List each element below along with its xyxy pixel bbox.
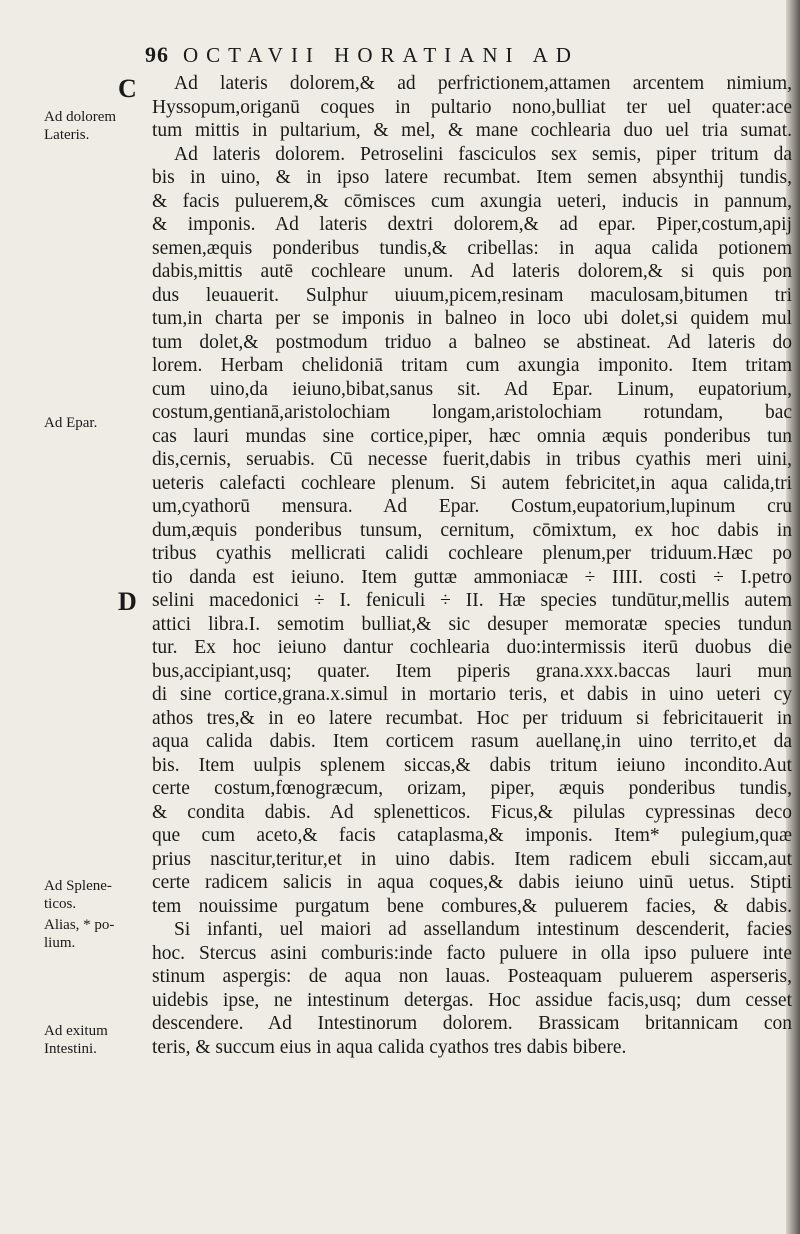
section-mark-c: C: [118, 74, 137, 103]
text-line: dum,æquis ponderibus tunsum, cernitum, cōmixtum, ex hoc dabis in: [152, 519, 792, 541]
section-mark-d: D: [118, 587, 137, 616]
text-line: teris, & succum eius in aqua calida cyathos tres dabis bibere.: [152, 1036, 627, 1058]
text-line: di sine cortice,grana.x.simul in mortario teris, et dabis in uino ueteri cy: [152, 684, 792, 705]
text-line: tio danda est ieiuno. Item guttæ ammoniacæ ÷ IIII. costi ÷ I.petro: [152, 566, 792, 588]
text-line: bis. Item uulpis splenem siccas,& dabis tritum ieiuno incondito.Aut: [152, 754, 792, 776]
margin-note-epar: [44, 414, 97, 432]
text-line: certe radicem salicis in aqua coques,& dabis ieiuno uinū uetus. Stipti: [152, 872, 792, 893]
text-line: dis,cernis, seruabis. Cū necesse fuerit,dabis in tribus cyathis meri uini,: [152, 449, 792, 470]
text-line: Hyssopum,origanū coques in pultario nono,bulliat ter uel quater:ace: [152, 96, 792, 118]
text-line: descendere. Ad Intestinorum dolorem. Brassicam britannicam con: [152, 1013, 792, 1034]
text-line: tum,in charta per se imponis in balneo in loco ubi dolet,si quidem mul: [152, 308, 792, 329]
margin-note-text: Ad exitum Intestini.: [44, 1023, 108, 1057]
text-line: athos tres,& in eo latere recumbat. Hoc per triduum si febricitauerit in: [152, 707, 792, 729]
text-line: attici libra.I. semotim bulliat,& sic desuper memoratæ species tundun: [152, 613, 792, 635]
text-line: lorem. Herbam chelidoniā tritam cum axungia imponito. Item tritam: [152, 355, 792, 376]
text-line: prius nascitur,teritur,et in uino dabis. Item radicem ebuli siccam,aut: [152, 848, 792, 870]
text-line: que cum aceto,& facis cataplasma,& imponis. Item* pulegium,quæ: [152, 825, 792, 846]
text-line: dabis,mittis autē cochleare unum. Ad lateris dolorem,& si quis pon: [152, 261, 792, 282]
text-line: & condita dabis. Ad splenetticos. Ficus,& pilulas cypressinas deco: [152, 801, 792, 823]
margin-note-text: Ad dolorem Lateris.: [44, 109, 117, 143]
text-line: aqua calida dabis. Item corticem rasum auellanę,in uino territo,et da: [152, 731, 792, 752]
text-line: ueteris calefacti cochleare plenum. Si autem febricitet,in aqua calida,tri: [152, 472, 792, 494]
text-line: Ad lateris dolorem,& ad perfrictionem,attamen arcentem nimium,: [174, 73, 792, 94]
text-line: tum mittis in pultarium, & mel, & mane cochlearia duo uel tria sumat.: [152, 120, 792, 141]
main-text-block: [152, 72, 792, 1059]
running-header: [145, 42, 795, 68]
margin-note-exitum-intestini: [44, 1022, 126, 1058]
margin-note-alias-polium: [44, 916, 126, 952]
margin-note-text: Ad Splene- ticos.: [44, 878, 112, 912]
margin-note-spleneticos: [44, 877, 126, 913]
text-line: cum uino,da ieiuno,bibat,sanus sit. Ad Epar. Linum, eupatorium,: [152, 378, 792, 400]
text-line: & imponis. Ad lateris dextri dolorem,& ad epar. Piper,costum,apij: [152, 214, 792, 235]
text-line: Ad lateris dolorem. Petroselini fasciculos sex semis, piper tritum da: [174, 143, 792, 165]
running-title: OCTAVII HORATIANI AD: [183, 43, 579, 67]
text-line: tribus cyathis mellicrati calidi cochleare plenum,per triduum.Hæc po: [152, 543, 792, 564]
page-number: 96: [145, 42, 169, 67]
text-line: semen,æquis ponderibus tundis,& cribellas: in aqua calida potionem: [152, 237, 792, 259]
text-line: tem nouissime purgatum bene combures,& puluerem facies, & dabis.: [152, 895, 792, 917]
text-line: um,cyathorū mensura. Ad Epar. Costum,eupatorium,lupinum cru: [152, 496, 792, 517]
text-line: Si infanti, uel maiori ad assellandum intestinum descenderit, facies: [174, 919, 792, 940]
text-line: bus,accipiant,usq; quater. Item piperis grana.xxx.baccas lauri mun: [152, 660, 792, 682]
text-line: bis in uino, & in ipso latere recumbat. Item semen absynthij tundis,: [152, 167, 792, 188]
text-line: costum,gentianā,aristolochiam longam,aristolochiam rotundam, bac: [152, 402, 792, 423]
text-line: dus leuauerit. Sulphur uiuum,picem,resinam maculosam,bitumen tri: [152, 284, 792, 306]
text-line: stinum aspergis: de aqua non lauas. Posteaquam puluerem asperseris,: [152, 966, 792, 987]
text-line: cas lauri mundas sine cortice,piper, hæc omnia æquis ponderibus tun: [152, 425, 792, 447]
text-line: uidebis ipse, ne intestinum detergas. Hoc assidue facis,usq; dum cesset: [152, 989, 792, 1011]
margin-note-text: Ad Epar.: [44, 415, 98, 431]
text-line: certe costum,fœnogræcum, orizam, piper, æquis ponderibus tundis,: [152, 778, 792, 799]
text-line: tur. Ex hoc ieiuno dantur cochlearia duo:intermissis iterū duobus die: [152, 637, 792, 658]
margin-note-text: Alias, * po- lium.: [44, 917, 115, 951]
margin-note-lateris: [44, 108, 126, 144]
text-line: hoc. Stercus asini comburis:inde facto puluere in olla ipso puluere inte: [152, 942, 792, 964]
text-line: selini macedonici ÷ I. feniculi ÷ II. Hæ species tundūtur,mellis autem: [152, 590, 792, 611]
text-line: tum dolet,& postmodum triduo a balneo se abstineat. Ad lateris do: [152, 331, 792, 353]
text-line: & facis puluerem,& cōmisces cum axungia ueteri, inducis in pannum,: [152, 190, 792, 212]
